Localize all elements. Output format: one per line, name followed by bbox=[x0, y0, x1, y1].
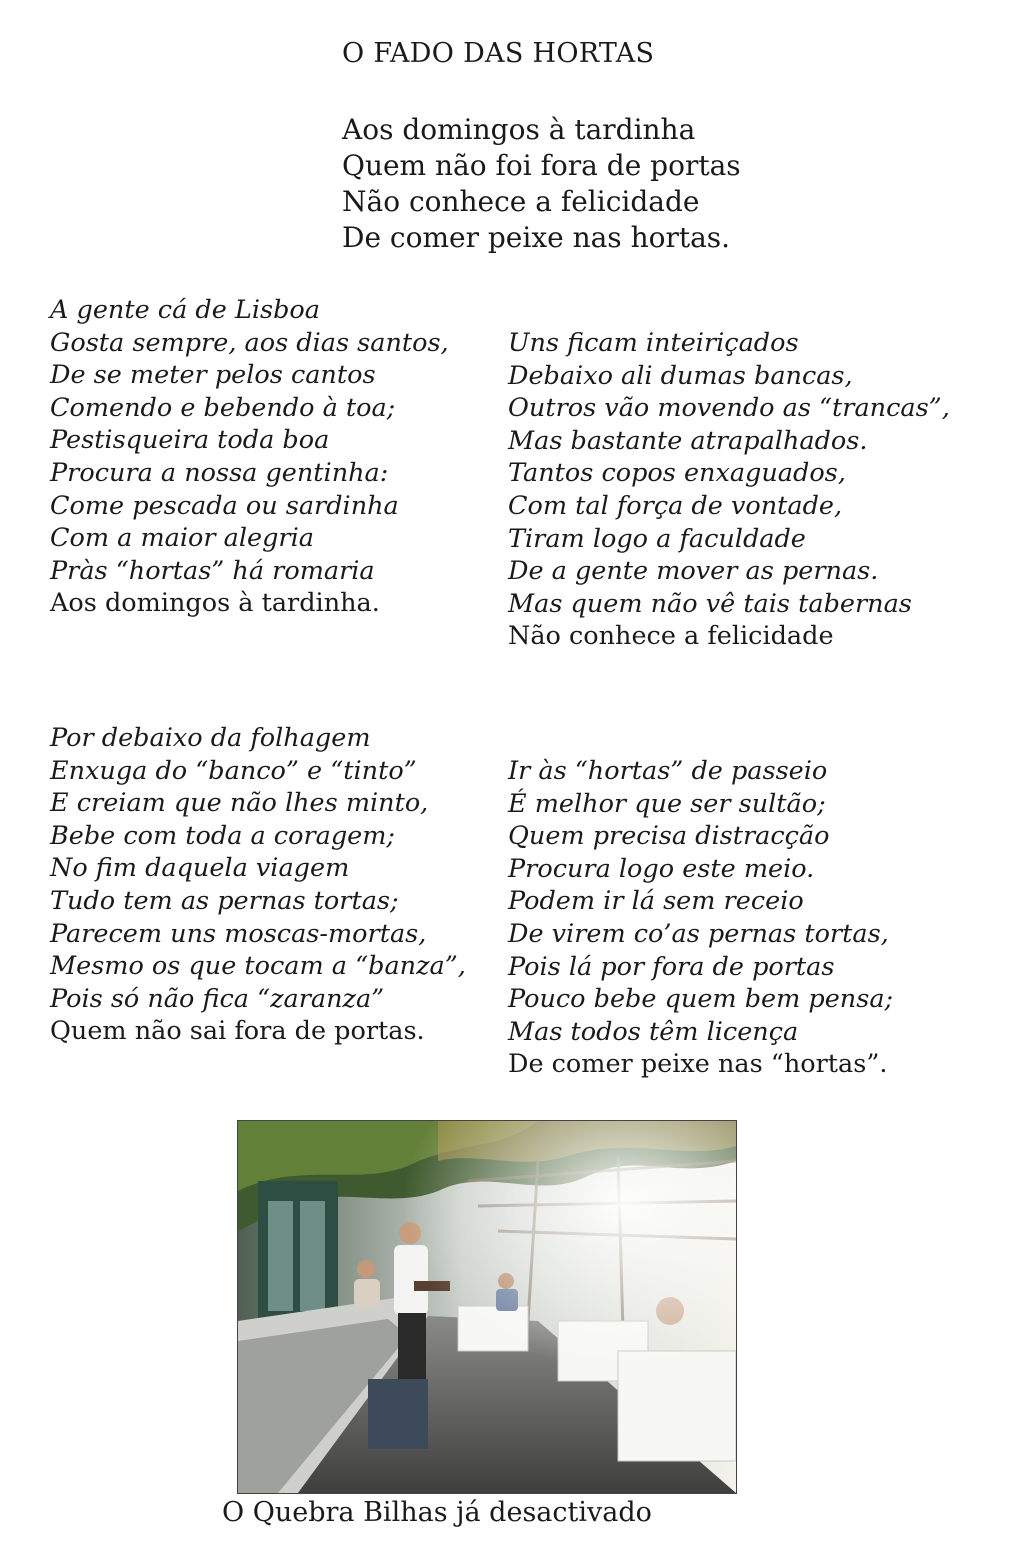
stanza-1 bbox=[50, 294, 449, 620]
verse-line: Pois lá por fora de portas bbox=[508, 951, 835, 982]
verse-line: De a gente mover as pernas. bbox=[508, 556, 879, 587]
verse-line: E creiam que não lhes minto, bbox=[50, 788, 429, 819]
verse-line: Podem ir lá sem receio bbox=[508, 886, 804, 917]
verse-line: Mas quem não vê tais tabernas bbox=[508, 588, 912, 619]
verse-line: A gente cá de Lisboa bbox=[50, 295, 320, 325]
verse-line: Debaixo ali dumas bancas, bbox=[508, 360, 853, 391]
verse-line: De se meter pelos cantos bbox=[50, 360, 376, 391]
verse-line: Pouco bebe quem bem pensa; bbox=[508, 984, 894, 1015]
verse-line: De virem co’as pernas tortas, bbox=[508, 918, 889, 949]
refrain-line: Quem não foi fora de portas bbox=[342, 149, 741, 182]
stanza-4 bbox=[508, 755, 893, 1081]
restaurant-illustration bbox=[238, 1121, 736, 1493]
verse-line: Quem precisa distracção bbox=[508, 821, 830, 852]
verse-line: Tiram logo a faculdade bbox=[508, 523, 806, 554]
stanza-3 bbox=[50, 722, 466, 1048]
refrain bbox=[342, 112, 741, 256]
verse-line: Pestisqueira toda boa bbox=[50, 425, 330, 456]
verse-line: Procura a nossa gentinha: bbox=[50, 457, 389, 488]
refrain-line: De comer peixe nas hortas. bbox=[342, 221, 731, 254]
verse-line: Uns ficam inteiriçados bbox=[508, 328, 799, 358]
verse-closing-line: Não conhece a felicidade bbox=[508, 621, 834, 652]
verse-line: Procura logo este meio. bbox=[508, 853, 815, 884]
verse-line: É melhor que ser sultão; bbox=[508, 788, 826, 819]
verse-line: Comendo e bebendo à toa; bbox=[50, 392, 396, 423]
verse-line: Bebe com toda a coragem; bbox=[50, 820, 396, 851]
verse-line: Outros vão movendo as “trancas”, bbox=[508, 393, 950, 424]
verse-line: Por debaixo da folhagem bbox=[50, 723, 371, 753]
verse-closing-line: Quem não sai fora de portas. bbox=[50, 1016, 425, 1047]
verse-line: Pràs “hortas” há romaria bbox=[50, 555, 375, 586]
stanza-2 bbox=[508, 327, 950, 653]
verse-line: Mesmo os que tocam a “banza”, bbox=[50, 951, 466, 982]
verse-line: Mas todos têm licença bbox=[508, 1016, 799, 1047]
verse-closing-line: Aos domingos à tardinha. bbox=[50, 588, 380, 619]
photo-caption: O Quebra Bilhas já desactivado bbox=[222, 1497, 652, 1528]
verse-line: Come pescada ou sardinha bbox=[50, 490, 399, 521]
verse-line: Parecem uns moscas-mortas, bbox=[50, 918, 427, 949]
verse-line: Mas bastante atrapalhados. bbox=[508, 425, 868, 456]
verse-line: Com tal força de vontade, bbox=[508, 490, 843, 521]
verse-line: Tudo tem as pernas tortas; bbox=[50, 885, 399, 916]
verse-line: Ir às “hortas” de passeio bbox=[508, 756, 828, 786]
poem-title: O FADO DAS HORTAS bbox=[342, 38, 655, 69]
refrain-line: Não conhece a felicidade bbox=[342, 185, 700, 218]
restaurant-photo bbox=[237, 1120, 737, 1494]
verse-line: No fim daquela viagem bbox=[50, 853, 350, 884]
verse-line: Com a maior alegria bbox=[50, 523, 314, 554]
verse-line: Tantos copos enxaguados, bbox=[508, 458, 846, 489]
verse-closing-line: De comer peixe nas “hortas”. bbox=[508, 1049, 888, 1080]
verse-line: Enxuga do “banco” e “tinto” bbox=[50, 755, 417, 786]
refrain-line: Aos domingos à tardinha bbox=[342, 113, 696, 146]
verse-line: Pois só não fica “zaranza” bbox=[50, 983, 385, 1014]
verse-line: Gosta sempre, aos dias santos, bbox=[50, 327, 449, 358]
